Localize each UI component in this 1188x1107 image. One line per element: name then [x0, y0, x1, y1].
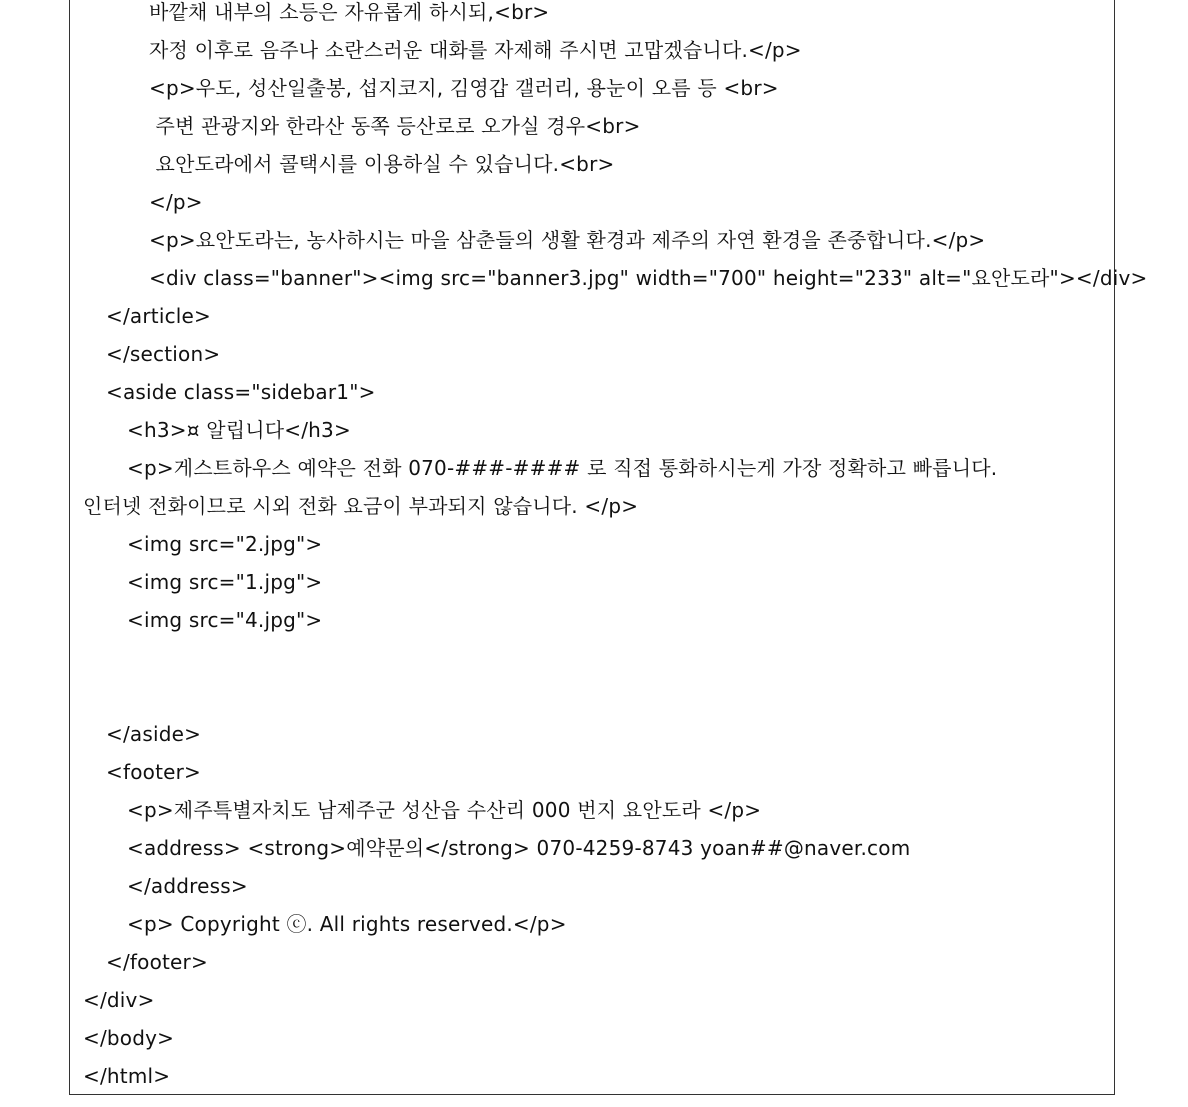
code-line-27: </html>: [83, 1064, 171, 1088]
code-line-1: 바깥채 내부의 소등은 자유롭게 하시되,<br>: [149, 0, 550, 24]
code-line-6: </p>: [149, 190, 203, 214]
code-line-21: <address> <strong>예약문의</strong> 070-4259-8743 yoan##@naver.com: [127, 836, 911, 860]
code-line-9: </article>: [106, 304, 211, 328]
code-line-8: <div class="banner"><img src="banner3.jpg" width="700" height="233" alt="요안도라"></div>: [149, 266, 1148, 290]
code-line-12: <h3>¤ 알립니다</h3>: [127, 418, 351, 442]
code-line-18: </aside>: [106, 722, 202, 746]
code-line-13: <p>게스트하우스 예약은 전화 070-###-#### 로 직접 통화하시는게 가장 정확하고 빠릅니다.: [127, 456, 998, 480]
code-line-26: </body>: [83, 1026, 175, 1050]
code-line-17: <img src="4.jpg">: [127, 608, 323, 632]
code-line-25: </div>: [83, 988, 155, 1012]
code-line-7: <p>요안도라는, 농사하시는 마을 삼춘들의 생활 환경과 제주의 자연 환경을 존중합니다.</p>: [149, 228, 986, 252]
code-line-16: <img src="1.jpg">: [127, 570, 323, 594]
code-line-3: <p>우도, 성산일출봉, 섭지코지, 김영갑 갤러리, 용눈이 오름 등 <br>: [149, 76, 779, 100]
code-line-24: </footer>: [106, 950, 208, 974]
code-line-5: 요안도라에서 콜택시를 이용하실 수 있습니다.<br>: [149, 152, 615, 176]
code-line-4: 주변 관광지와 한라산 동쪽 등산로로 오가실 경우<br>: [149, 114, 641, 138]
code-line-14: 인터넷 전화이므로 시외 전화 요금이 부과되지 않습니다. </p>: [83, 494, 639, 518]
code-line-15: <img src="2.jpg">: [127, 532, 323, 556]
code-line-22: </address>: [127, 874, 248, 898]
code-listing-box: [69, 0, 1148, 1095]
code-line-2: 자정 이후로 음주나 소란스러운 대화를 자제해 주시면 고맙겠습니다.</p>: [149, 38, 802, 62]
code-line-19: <footer>: [106, 760, 201, 784]
code-line-23: <p> Copyright ⓒ. All rights reserved.</p>: [127, 912, 567, 936]
code-line-11: <aside class="sidebar1">: [106, 380, 376, 404]
code-line-20: <p>제주특별자치도 남제주군 성산읍 수산리 000 번지 요안도라 </p>: [127, 798, 762, 822]
code-line-10: </section>: [106, 342, 221, 366]
